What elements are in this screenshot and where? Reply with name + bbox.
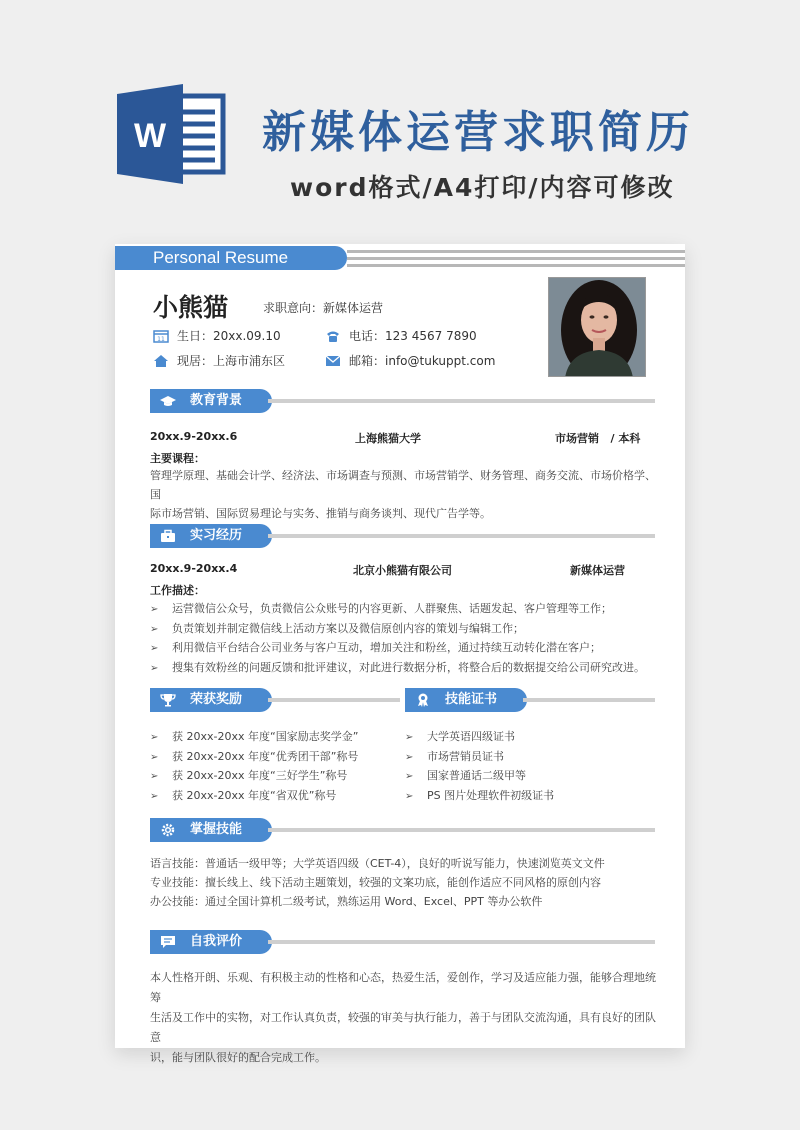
birth-info: 11 生日：20xx.09.10 [153, 327, 281, 344]
gear-icon [160, 823, 176, 837]
skills-text: 语言技能：普通话一级甲等；大学英语四级（CET-4），良好的听说写能力，快速浏览英文文件 专业技能：擅长线上、线下活动主题策划，较强的文案功底，能创作适应不同风格的原创内容 办公技能：通过全国计算机二级考试，熟练运用 Word、Excel、PPT 等办公软件 [150, 857, 605, 908]
graduation-cap-icon [160, 394, 176, 408]
address-info: 现居：上海市浦东区 [153, 352, 285, 369]
intern-company: 北京小熊猫有限公司 [353, 564, 452, 577]
svg-text:11: 11 [157, 335, 165, 343]
word-icon [117, 84, 227, 184]
page-subtitle: word格式/A4打印/内容可修改 [290, 173, 675, 202]
certs-list [405, 728, 655, 806]
edu-school: 上海熊猫大学 [355, 432, 421, 445]
list-item: ➢ 国家普通话二级甲等 [405, 767, 655, 787]
section-title: 实习经历 [190, 528, 243, 543]
list-item: ➢ 大学英语四级证书 [405, 728, 655, 748]
job-intent-label: 求职意向： [263, 301, 324, 315]
medal-icon [415, 693, 431, 707]
resume-banner: Personal Resume [115, 246, 347, 270]
svg-text:W: W [133, 117, 167, 155]
phone-icon [325, 329, 341, 343]
courses-label: 主要课程： [150, 452, 205, 465]
edu-major: 市场营销 / 本科 [555, 432, 641, 445]
section-awards [150, 688, 400, 712]
list-item: ➢ 获 20xx-20xx 年度“国家励志奖学金” [150, 728, 400, 748]
page-title: 新媒体运营求职简历 [262, 107, 694, 158]
home-icon [153, 354, 169, 368]
section-certificates [405, 688, 655, 712]
list-item: ➢ 利用微信平台结合公司业务与客户互动，增加关注和粉丝，通过持续互动转化潜在客户； [150, 639, 670, 659]
list-item: ➢ 获 20xx-20xx 年度“优秀团干部”称号 [150, 748, 400, 768]
email-info: 邮箱：info@tukuppt.com [325, 352, 495, 369]
phone-info: 电话：123 4567 7890 [325, 327, 477, 344]
section-title: 教育背景 [190, 393, 243, 408]
trophy-icon [160, 693, 176, 707]
briefcase-icon [160, 529, 176, 543]
list-item: ➢ 市场营销员证书 [405, 748, 655, 768]
list-item: ➢ 搜集有效粉丝的问题反馈和批评建议，对此进行数据分析，将整合后的数据提交给公司研究改进。 [150, 659, 670, 679]
section-title: 荣获奖励 [190, 692, 243, 707]
comment-icon [160, 935, 176, 949]
candidate-name: 小熊猫 [153, 293, 229, 322]
section-internship [150, 524, 655, 548]
self-eval-text: 本人性格开朗、乐观、有积极主动的性格和心态，热爱生活，爱创作，学习及适应能力强，能够合理地统筹 生活及工作中的实物，对工作认真负责，较强的审美与执行能力，善于与团队交流沟通，具有良好的团队意 识，能与团队很好的配合完成工作。 [150, 971, 656, 1064]
section-education [150, 389, 655, 413]
edu-period: 20xx.9-20xx.6 [150, 430, 238, 443]
list-item: ➢ 获 20xx-20xx 年度“省双优”称号 [150, 787, 400, 807]
awards-list [150, 728, 400, 806]
work-desc-list [150, 600, 670, 678]
list-item: ➢ 运营微信公众号，负责微信公众账号的内容更新、人群聚焦、话题发起、客户管理等工作； [150, 600, 670, 620]
list-item: ➢ PS 图片处理软件初级证书 [405, 787, 655, 807]
section-title: 自我评价 [190, 934, 243, 949]
section-self-evaluation [150, 930, 655, 954]
resume-card [115, 244, 685, 1064]
list-item: ➢ 负责策划并制定微信线上活动方案以及微信原创内容的策划与编辑工作； [150, 620, 670, 640]
section-skills [150, 818, 655, 842]
job-intent-value: 新媒体运营 [323, 301, 384, 315]
intern-position: 新媒体运营 [570, 564, 625, 577]
job-intent [263, 299, 383, 316]
courses-text: 管理学原理、基础会计学、经济法、市场调查与预测、市场营销学、财务管理、商务交流、市场价格学、国 际市场营销、国际贸易理论与实务、推销与商务谈判、现代广告学等。 [150, 469, 656, 520]
list-item: ➢ 获 20xx-20xx 年度“三好学生”称号 [150, 767, 400, 787]
banner-lines [347, 250, 685, 270]
section-title: 技能证书 [445, 692, 498, 707]
section-title: 掌握技能 [190, 822, 243, 837]
intern-period: 20xx.9-20xx.4 [150, 562, 238, 575]
work-desc-label: 工作描述： [150, 584, 205, 597]
profile-photo [548, 277, 646, 377]
calendar-icon [153, 329, 169, 343]
mail-icon [325, 354, 341, 368]
